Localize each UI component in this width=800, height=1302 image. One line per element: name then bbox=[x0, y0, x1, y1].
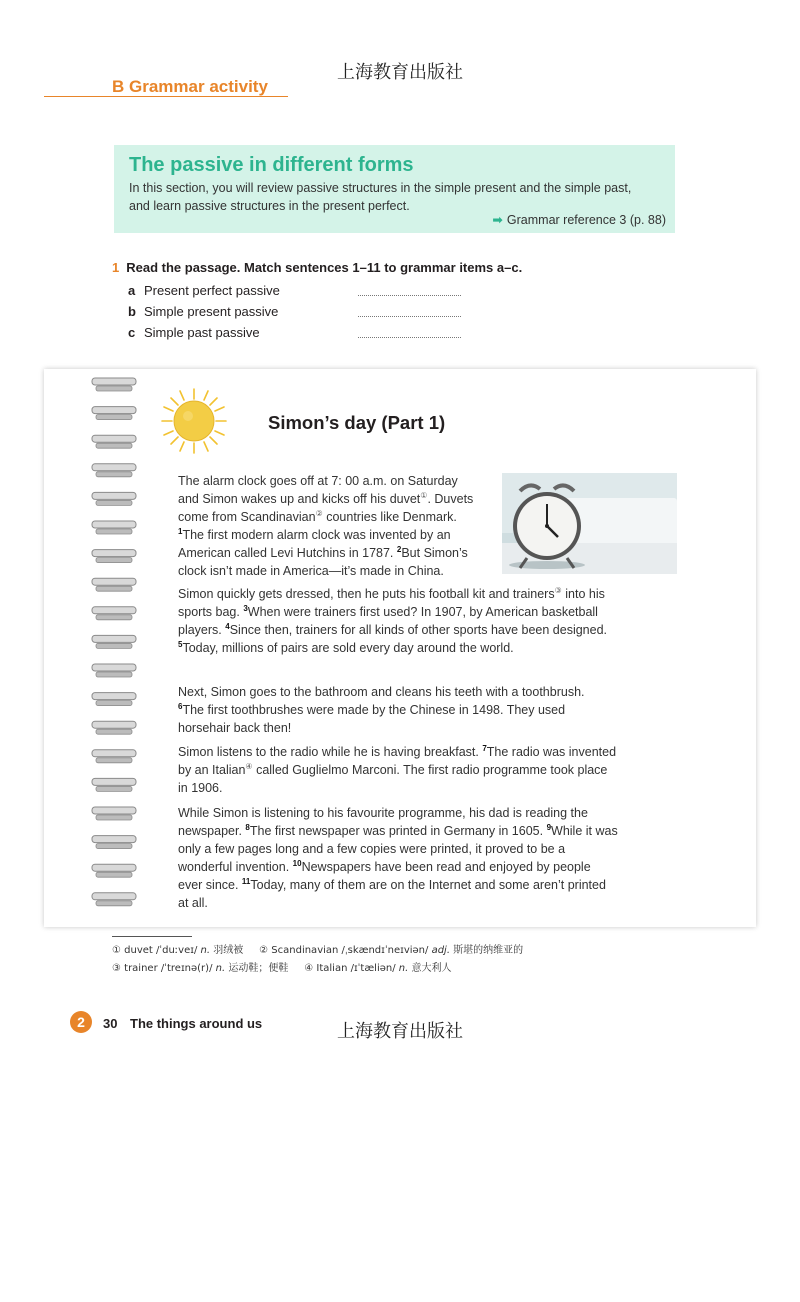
sentence-number: 1 bbox=[178, 527, 183, 536]
text-run: Simon listens to the radio while he is having breakfast. bbox=[178, 745, 483, 759]
grammar-item-list bbox=[128, 280, 468, 343]
sentence-number: 9 bbox=[546, 823, 552, 832]
item-letter: b bbox=[128, 304, 136, 319]
text-run: called Guglielmo Marconi. The first radio programme took place in 1906. bbox=[178, 763, 608, 795]
text-run: The radio was invented by an Italian bbox=[178, 745, 617, 777]
answer-blank-a[interactable] bbox=[358, 294, 461, 296]
text-run: into his sports bag. bbox=[178, 587, 605, 619]
footnote-pos: adj. bbox=[431, 945, 450, 956]
sentence-number: 5 bbox=[178, 640, 183, 649]
text-run: The first toothbrushes were made by the Chinese in 1498. They used horsehair back then! bbox=[178, 703, 566, 735]
page-number: 30 bbox=[103, 1016, 118, 1031]
item-label: Present perfect passive bbox=[144, 283, 280, 298]
item-letter: c bbox=[128, 325, 136, 340]
footnote-divider bbox=[112, 936, 192, 937]
footnote-word: ② Scandinavian /ˌskændɪˈneɪviən/ bbox=[259, 945, 432, 956]
text-run: While Simon is listening to his favourite programme, his dad is reading the newspaper. bbox=[178, 806, 588, 838]
sentence-number: 6 bbox=[178, 702, 183, 711]
task-instruction bbox=[112, 260, 522, 275]
grammar-title: The passive in different forms bbox=[129, 154, 414, 176]
footnote-word: ③ trainer /ˈtreɪnə(r)/ bbox=[112, 963, 216, 974]
section-divider bbox=[44, 96, 288, 97]
paragraph-5 bbox=[178, 804, 618, 912]
paragraph-4 bbox=[178, 743, 618, 797]
footnote-definition: 运动鞋；便鞋 bbox=[225, 963, 289, 974]
publisher-watermark-bottom: 上海教育出版社 bbox=[337, 1021, 463, 1042]
text-run: The alarm clock goes off at 7: 00 a.m. on Saturday and Simon wakes up and kicks off his duvet bbox=[178, 474, 458, 506]
text-run: . Duvets come from Scandinavian bbox=[178, 492, 474, 524]
task-number: 1 bbox=[112, 260, 120, 275]
grammar-line-1: In this section, you will review passive structures in the simple present and the simple past, bbox=[129, 181, 632, 195]
list-item bbox=[128, 301, 468, 322]
list-item bbox=[128, 280, 468, 301]
grammar-reference-text: Grammar reference 3 (p. 88) bbox=[506, 213, 666, 227]
arrow-right-icon: ➡ bbox=[492, 213, 503, 227]
footnote-marker: ④ bbox=[245, 762, 253, 771]
text-run: The first newspaper was printed in Germany in 1605. bbox=[249, 824, 547, 838]
grammar-description bbox=[129, 180, 660, 215]
text-run: Today, millions of pairs are sold every day around the world. bbox=[182, 641, 514, 655]
footnote-pos: n. bbox=[215, 963, 226, 974]
footnote-word: ④ Italian /ɪˈtæliən/ bbox=[304, 963, 399, 974]
sentence-number: 3 bbox=[243, 604, 248, 613]
footnotes bbox=[112, 942, 523, 978]
grammar-line-2: and learn passive structures in the present perfect. bbox=[129, 198, 410, 213]
spiral-binding-icon bbox=[88, 372, 183, 1302]
footnote-pos: n. bbox=[398, 963, 409, 974]
text-run: Today, many of them are on the Internet and some aren’t printed at all. bbox=[178, 878, 606, 910]
grammar-reference bbox=[492, 212, 666, 227]
item-label: Simple past passive bbox=[144, 325, 260, 340]
footnote-definition: 羽绒被 bbox=[210, 945, 244, 956]
sentence-number: 8 bbox=[245, 823, 250, 832]
sun-icon bbox=[160, 387, 228, 455]
text-run: Newspapers have been read and enjoyed by people ever since. bbox=[178, 860, 591, 892]
grammar-info-box bbox=[114, 145, 675, 233]
sentence-number: 7 bbox=[482, 744, 487, 753]
answer-blank-b[interactable] bbox=[358, 315, 461, 317]
paragraph-1 bbox=[178, 472, 478, 580]
item-letter: a bbox=[128, 283, 136, 298]
sentence-number: 4 bbox=[225, 622, 230, 631]
alarm-clock-photo bbox=[502, 473, 677, 574]
paragraph-2 bbox=[178, 585, 608, 657]
text-run: countries like Denmark. bbox=[322, 510, 457, 524]
publisher-watermark-top: 上海教育出版社 bbox=[337, 62, 463, 83]
sentence-number: 2 bbox=[396, 545, 402, 554]
story-title: Simon’s day (Part 1) bbox=[268, 412, 446, 433]
footnote-marker: ③ bbox=[554, 586, 562, 595]
text-run: But Simon’s clock isn’t made in America—it’s made in China. bbox=[178, 546, 468, 578]
footnote-marker: ① bbox=[420, 491, 428, 500]
text-run: The first modern alarm clock was invented by an American called Levi Hutchins in 1787. bbox=[178, 528, 451, 560]
section-heading: B Grammar activity bbox=[112, 77, 268, 96]
sentence-number: 11 bbox=[241, 877, 251, 886]
item-label: Simple present passive bbox=[144, 304, 279, 319]
footnote-definition: 斯堪的纳维亚的 bbox=[450, 945, 524, 956]
footnote-pos: n. bbox=[200, 945, 211, 956]
footnote-definition: 意大利人 bbox=[408, 963, 452, 974]
text-run: While it was only a few pages long and a few copies were printed, it proved to be a wonderful invention. bbox=[178, 824, 618, 874]
unit-badge: 2 bbox=[70, 1011, 92, 1033]
text-run: Simon quickly gets dressed, then he puts his football kit and trainers bbox=[178, 587, 555, 601]
footnote-row bbox=[112, 960, 523, 978]
text-run: Next, Simon goes to the bathroom and cleans his teeth with a toothbrush. bbox=[178, 685, 585, 699]
sentence-number: 10 bbox=[292, 859, 302, 868]
text-run: Since then, trainers for all kinds of other sports have been designed. bbox=[229, 623, 608, 637]
list-item bbox=[128, 322, 468, 343]
task-text: Read the passage. Match sentences 1–11 to grammar items a–c. bbox=[126, 260, 523, 275]
text-run: When were trainers first used? In 1907, by American basketball players. bbox=[178, 605, 598, 637]
footnote-marker: ② bbox=[315, 509, 323, 518]
answer-blank-c[interactable] bbox=[358, 336, 461, 338]
paragraph-3 bbox=[178, 683, 608, 737]
chapter-title: The things around us bbox=[130, 1016, 263, 1031]
footnote-word: ① duvet /ˈduːveɪ/ bbox=[112, 945, 201, 956]
footnote-row bbox=[112, 942, 523, 960]
